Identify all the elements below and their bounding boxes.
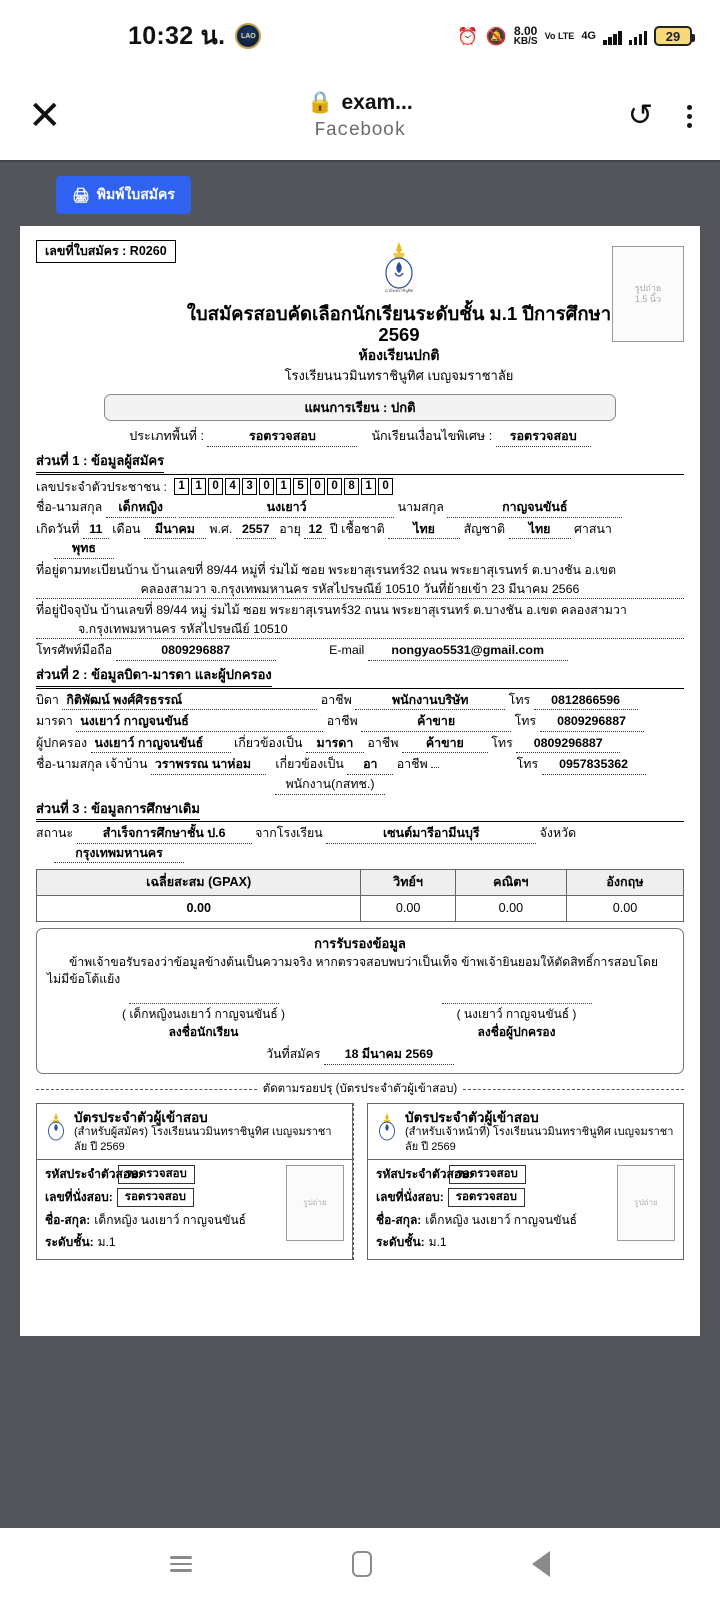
grades-value-row <box>37 896 684 922</box>
volte-line1: Vo <box>544 30 556 41</box>
citizen-id-digit: 0 <box>378 478 393 495</box>
nationality-label: สัญชาติ <box>463 521 506 536</box>
study-plan-box: แผนการเรียน : ปกติ <box>104 394 616 422</box>
registered-address-line1: บ้านเลขที่ 89/44 หมู่ที่ ร่มไม้ ซอย พระยาสุเรนทร์32 ถนน พระยาสุเรนทร์ ต.บางชัน อ.เขต <box>151 562 617 577</box>
cut-line-dash-left <box>36 1089 257 1090</box>
apply-date-label: วันที่สมัคร <box>266 1046 321 1061</box>
exam-card-body <box>45 1165 344 1256</box>
citizen-id-digit: 1 <box>276 478 291 495</box>
exam-card-title: บัตรประจำตัวผู้เข้าสอบ <box>405 1109 539 1125</box>
signal-bars-icon-1 <box>603 28 622 45</box>
house-owner-tel-label: โทร <box>516 757 539 772</box>
seat-number-field <box>45 1188 280 1207</box>
contact-row <box>36 641 684 661</box>
document-title-block <box>186 240 612 386</box>
card-level-field <box>45 1233 280 1251</box>
education-row <box>36 824 684 863</box>
signal-bars-icon-2 <box>629 28 648 45</box>
mother-occupation-label: อาชีพ <box>326 714 358 729</box>
seat-number-value: รอตรวจสอบ <box>448 1188 525 1207</box>
signature-row <box>47 1003 673 1041</box>
printer-icon: 🖨 <box>72 186 90 203</box>
exam-card-divider <box>37 1159 352 1160</box>
guardian-relation: มารดา <box>306 734 364 754</box>
grades-value-cell: 0.00 <box>37 896 361 922</box>
status-time: 10:32 น. <box>128 22 226 50</box>
age-label: อายุ <box>279 521 301 536</box>
birth-row <box>36 520 684 559</box>
photo-placeholder-line1: รูปถ่าย <box>634 282 662 293</box>
section-1-title <box>36 451 684 475</box>
citizen-id-digit: 8 <box>344 478 359 495</box>
exam-card-row <box>36 1103 684 1261</box>
android-nav-bar <box>0 1528 720 1600</box>
religion-label: ศาสนา <box>574 521 612 536</box>
document-header <box>36 240 684 386</box>
house-owner-occupation: พนักงาน(กสทช.) <box>275 775 385 795</box>
guardian-row <box>36 734 684 754</box>
registered-address-line2: คลองสามวา จ.กรุงเทพมหานคร รหัสไปรษณีย์ 10510 วันที่ย้ายเข้า 23 มีนาคม 2566 <box>36 580 684 600</box>
certification-title: การรับรองข้อมูล <box>314 936 406 952</box>
status-bar <box>0 0 720 72</box>
exam-card-officer <box>367 1103 684 1261</box>
exam-card-subtitle: (สำหรับผู้สมัคร) โรงเรียนนวมินทราชินูทิศ เบญจมราชาลัย ปี 2569 <box>74 1126 332 1153</box>
citizen-id-digit: 1 <box>174 478 189 495</box>
section-2-title-text: ส่วนที่ 2 : ข้อมูลบิดา-มารดา และผู้ปกครอง <box>36 665 272 687</box>
section-1-title-text: ส่วนที่ 1 : ข้อมูลผู้สมัคร <box>36 451 164 473</box>
guardian-signature-role: ลงชื่อผู้ปกครอง <box>477 1024 556 1039</box>
grades-header-row <box>37 870 684 896</box>
grades-value-cell: 0.00 <box>361 896 455 922</box>
browser-title-row <box>307 91 412 115</box>
be-label: พ.ศ. <box>209 521 233 536</box>
app-badge-icon: LAO <box>235 23 261 49</box>
current-address-line1: บ้านเลขที่ 89/44 หมู่ ร่มไม้ ซอย พระยาสุเรนทร์32 ถนน พระยาสุเรนทร์ ต.บางชัน อ.เขต คลองสามวา <box>101 603 627 618</box>
application-document <box>20 226 700 1336</box>
father-occupation: พนักงานบริษัท <box>355 691 505 711</box>
age-value: 12 <box>304 520 326 540</box>
card-name-value: เด็กหญิง นงเยาว์ กาญจนขันธ์ <box>94 1213 246 1228</box>
photo-placeholder-line2: 1.5 นิ้ว <box>634 294 662 304</box>
father-name: กิติพัฒน์ พงศ์ศิรธรรณ์ <box>62 691 317 711</box>
mother-tel-label: โทร <box>514 714 537 729</box>
seat-number-label: เลขที่นั่งสอบ: <box>45 1190 113 1205</box>
recents-icon[interactable] <box>170 1552 192 1576</box>
lock-icon: 🔒 <box>307 91 334 114</box>
house-owner-name: วราพรรณ นาห่อม <box>151 755 266 775</box>
page-title: exam... <box>341 91 413 114</box>
house-owner-relation: อา <box>347 755 393 775</box>
citizen-id-digit: 4 <box>225 478 240 495</box>
school-emblem-icon <box>45 1112 67 1144</box>
ethnicity-value: ไทย <box>388 520 460 540</box>
seat-number-value: รอตรวจสอบ <box>117 1188 194 1207</box>
page-toolbar <box>0 162 720 226</box>
school-emblem-icon <box>379 240 419 296</box>
area-and-special-row <box>36 427 684 447</box>
data-rate-unit: KB/S <box>513 36 538 47</box>
email-value: nongyao5531@gmail.com <box>368 641 568 661</box>
province-label: จังหวัด <box>539 826 577 841</box>
apply-date-row <box>47 1045 673 1065</box>
student-signature-rule <box>129 1003 279 1004</box>
exam-code-value: รอตรวจสอบ <box>449 1165 526 1184</box>
exam-card-header <box>376 1110 675 1154</box>
citizen-id-digit: 0 <box>208 478 223 495</box>
citizen-id-digit: 0 <box>327 478 342 495</box>
card-level-label: ระดับชั้น: <box>376 1235 425 1250</box>
name-row <box>36 498 684 518</box>
grades-header-cell: คณิตฯ <box>455 870 566 896</box>
mobile-label: โทรศัพท์มือถือ <box>36 643 113 658</box>
close-button[interactable]: ✕ <box>28 94 62 138</box>
certification-box <box>36 928 684 1073</box>
volte-icon <box>545 32 575 41</box>
email-label: E-mail <box>329 643 365 658</box>
father-occupation-label: อาชีพ <box>320 692 352 707</box>
exam-card-title: บัตรประจำตัวผู้เข้าสอบ <box>74 1109 208 1125</box>
guardian-name: นงเยาว์ กาญจนขันธ์ <box>91 734 231 754</box>
house-owner-relation-label: เกี่ยวข้องเป็น <box>275 757 344 772</box>
month-label: เดือน <box>112 521 141 536</box>
area-type-label: ประเภทพื้นที่ : <box>129 429 204 444</box>
surname: กาญจนขันธ์ <box>447 498 622 518</box>
mother-occupation: ค้าขาย <box>361 712 511 732</box>
mute-icon: 🔕 <box>485 26 507 46</box>
guardian-occupation-label: อาชีพ <box>367 735 399 750</box>
age-unit: ปี <box>329 521 338 536</box>
student-signature-block <box>47 1003 360 1041</box>
exam-card-separator <box>353 1103 367 1261</box>
data-rate <box>514 25 538 47</box>
battery-percent: 29 <box>665 28 681 44</box>
volte-line2: LTE <box>557 30 575 41</box>
back-icon[interactable] <box>532 1551 550 1577</box>
card-level-label: ระดับชั้น: <box>45 1235 94 1250</box>
print-application-button[interactable] <box>56 176 191 214</box>
cut-line-label: ตัดตามรอยปรุ (บัตรประจำตัวผู้เข้าสอบ) <box>262 1082 458 1095</box>
mother-label: มารดา <box>36 714 73 729</box>
grades-header-cell: เฉลี่ยสะสม (GPAX) <box>37 870 361 896</box>
citizen-id-boxes <box>174 478 393 495</box>
guardian-label: ผู้ปกครอง <box>36 735 88 750</box>
school-emblem-icon <box>376 1112 398 1144</box>
exam-card-photo-placeholder: รูปถ่าย <box>286 1165 344 1241</box>
exam-code-field <box>45 1165 280 1184</box>
seat-number-field <box>376 1188 611 1207</box>
house-owner-tel: 0957835362 <box>542 755 646 775</box>
mobile-value: 0809296887 <box>116 641 276 661</box>
father-tel-label: โทร <box>508 692 531 707</box>
seat-number-label: เลขที่นั่งสอบ: <box>376 1190 444 1205</box>
from-school-label: จากโรงเรียน <box>255 826 323 841</box>
exam-card-subtitle: (สำหรับเจ้าหน้าที่) โรงเรียนนวมินทราชินูทิศ เบญจมราชาลัย ปี 2569 <box>405 1126 674 1153</box>
citizen-id-digit: 1 <box>191 478 206 495</box>
grades-value-cell: 0.00 <box>566 896 683 922</box>
citizen-id-row <box>36 478 684 497</box>
certification-text: ข้าพเจ้าขอรับรองว่าข้อมูลข้างต้นเป็นความจริง หากตรวจสอบพบว่าเป็นเท็จ ข้าพเจ้ายินยอมให้ตัดสิทธิ์การสอบโดยไม่มีข้อโต้แย้ง <box>47 954 658 987</box>
document-subtitle-2: โรงเรียนนวมินทราชินูทิศ เบญจมราชาลัย <box>284 368 514 384</box>
browser-title-block <box>0 91 720 141</box>
cut-line <box>36 1081 684 1098</box>
guardian-relation-label: เกี่ยวข้องเป็น <box>233 735 303 750</box>
history-icon[interactable]: ↺ <box>627 99 653 132</box>
name-prefix: เด็กหญิง <box>106 498 176 518</box>
house-owner-label: ชื่อ-นามสกุล เจ้าบ้าน <box>36 757 148 772</box>
house-owner-occupation-label: อาชีพ <box>396 757 428 772</box>
card-name-field <box>45 1211 280 1229</box>
mother-name: นงเยาว์ กาญจนขันธ์ <box>76 712 323 732</box>
section-3-title <box>36 799 684 823</box>
status-label: สถานะ <box>36 826 74 841</box>
guardian-tel-label: โทร <box>491 735 513 750</box>
exam-card-photo-placeholder: รูปถ่าย <box>617 1165 675 1241</box>
exam-card-body <box>376 1165 675 1256</box>
birth-year: 2557 <box>236 520 276 540</box>
document-subtitle-1: ห้องเรียนปกติ <box>358 347 440 364</box>
exam-card-header <box>45 1110 344 1154</box>
exam-card-fields <box>376 1165 611 1256</box>
citizen-id-digit: 1 <box>361 478 376 495</box>
current-address-row <box>36 601 684 639</box>
surname-label: นามสกุล <box>397 500 444 515</box>
father-tel: 0812866596 <box>534 691 638 711</box>
document-title: ใบสมัครสอบคัดเลือกนักเรียนระดับชั้น ม.1 ปีการศึกษา 2569 <box>186 302 612 345</box>
exam-code-field <box>376 1165 611 1184</box>
registered-address-label: ที่อยู่ตามทะเบียนบ้าน <box>36 562 148 577</box>
status-bar-right <box>457 25 692 47</box>
status-bar-left <box>128 16 261 56</box>
grades-header-cell: อังกฤษ <box>566 870 683 896</box>
card-level-field <box>376 1233 611 1251</box>
page-subtitle: Facebook <box>314 119 406 141</box>
exam-card-fields <box>45 1165 280 1256</box>
student-signature-role: ลงชื่อนักเรียน <box>168 1024 239 1039</box>
special-condition-label: นักเรียนเงื่อนไขพิเศษ : <box>371 429 493 444</box>
registered-address-row <box>36 561 684 599</box>
apply-date-value: 18 มีนาคม 2569 <box>324 1045 454 1065</box>
guardian-tel: 0809296887 <box>516 734 620 754</box>
exam-code-label: รหัสประจำตัวสอบ: <box>45 1166 142 1181</box>
alarm-icon: ⏰ <box>457 26 479 46</box>
guardian-signature-name: ( นงเยาว์ กาญจนขันธ์ ) <box>456 1006 577 1021</box>
house-owner-row <box>36 755 684 794</box>
name-label: ชื่อ-นามสกุล <box>36 500 103 515</box>
birth-label: เกิดวันที่ <box>36 521 80 536</box>
svg-text:นวมินทราชินูทิศ: นวมินทราชินูทิศ <box>384 288 414 293</box>
card-level-value: ม.1 <box>97 1235 116 1250</box>
application-number-badge: เลขที่ใบสมัคร : R0260 <box>36 240 176 263</box>
browser-header <box>0 72 720 160</box>
student-signature-name: ( เด็กหญิงนงเยาว์ กาญจนขันธ์ ) <box>121 1006 285 1021</box>
citizen-id-label: เลขประจำตัวประชาชน : <box>36 479 168 494</box>
citizen-id-digit: 0 <box>259 478 274 495</box>
from-school-value: เซนต์มารีอามีนบุรี <box>326 824 536 844</box>
battery-icon <box>654 26 692 46</box>
birth-month: มีนาคม <box>144 520 206 540</box>
guardian-signature-block <box>360 1003 673 1041</box>
father-label: บิดา <box>36 692 59 707</box>
current-address-line2: จ.กรุงเทพมหานคร รหัสไปรษณีย์ 10510 <box>36 620 684 640</box>
exam-card-divider <box>368 1159 683 1160</box>
status-value: สำเร็จการศึกษาชั้น ป.6 <box>77 824 252 844</box>
overflow-menu-icon[interactable] <box>687 105 692 128</box>
card-name-label: ชื่อ-สกุล: <box>45 1213 91 1228</box>
home-icon[interactable] <box>352 1551 372 1577</box>
section-2-title <box>36 665 684 689</box>
section-3-title-text: ส่วนที่ 3 : ข้อมูลการศึกษาเดิม <box>36 799 200 821</box>
card-name-field <box>376 1211 611 1229</box>
card-name-label: ชื่อ-สกุล: <box>376 1213 422 1228</box>
web-viewport[interactable] <box>0 160 720 1528</box>
browser-actions <box>628 101 692 131</box>
religion-value: พุทธ <box>54 539 114 559</box>
mother-tel: 0809296887 <box>540 712 644 732</box>
citizen-id-digit: 5 <box>293 478 308 495</box>
grades-table <box>36 869 684 922</box>
exam-card-applicant <box>36 1103 353 1261</box>
guardian-occupation: ค้าขาย <box>402 734 488 754</box>
mother-row <box>36 712 684 732</box>
father-row <box>36 691 684 711</box>
citizen-id-digit: 3 <box>242 478 257 495</box>
first-name: นงเยาว์ <box>179 498 394 518</box>
nationality-value: ไทย <box>509 520 571 540</box>
area-type-value: รอตรวจสอบ <box>207 427 357 447</box>
province-value: กรุงเทพมหานคร <box>54 844 184 864</box>
cut-line-dash-right <box>463 1089 684 1090</box>
data-rate-value: 8.00 <box>513 24 538 38</box>
grades-value-cell: 0.00 <box>455 896 566 922</box>
citizen-id-digit: 0 <box>310 478 325 495</box>
exam-code-label: รหัสประจำตัวสอบ: <box>376 1166 473 1181</box>
current-address-label: ที่อยู่ปัจจุบัน <box>36 603 98 618</box>
grades-header-cell: วิทย์ฯ <box>361 870 455 896</box>
network-type: 4G <box>581 30 596 42</box>
special-condition-value: รอตรวจสอบ <box>496 427 591 447</box>
guardian-signature-rule <box>442 1003 592 1004</box>
card-level-value: ม.1 <box>428 1235 447 1250</box>
birth-day: 11 <box>83 520 109 540</box>
print-button-label: พิมพ์ใบสมัคร <box>96 186 175 202</box>
ethnicity-label: เชื้อชาติ <box>341 521 385 536</box>
card-name-value: เด็กหญิง นงเยาว์ กาญจนขันธ์ <box>425 1213 577 1228</box>
exam-code-value: รอตรวจสอบ <box>118 1165 195 1184</box>
photo-placeholder <box>612 246 684 342</box>
